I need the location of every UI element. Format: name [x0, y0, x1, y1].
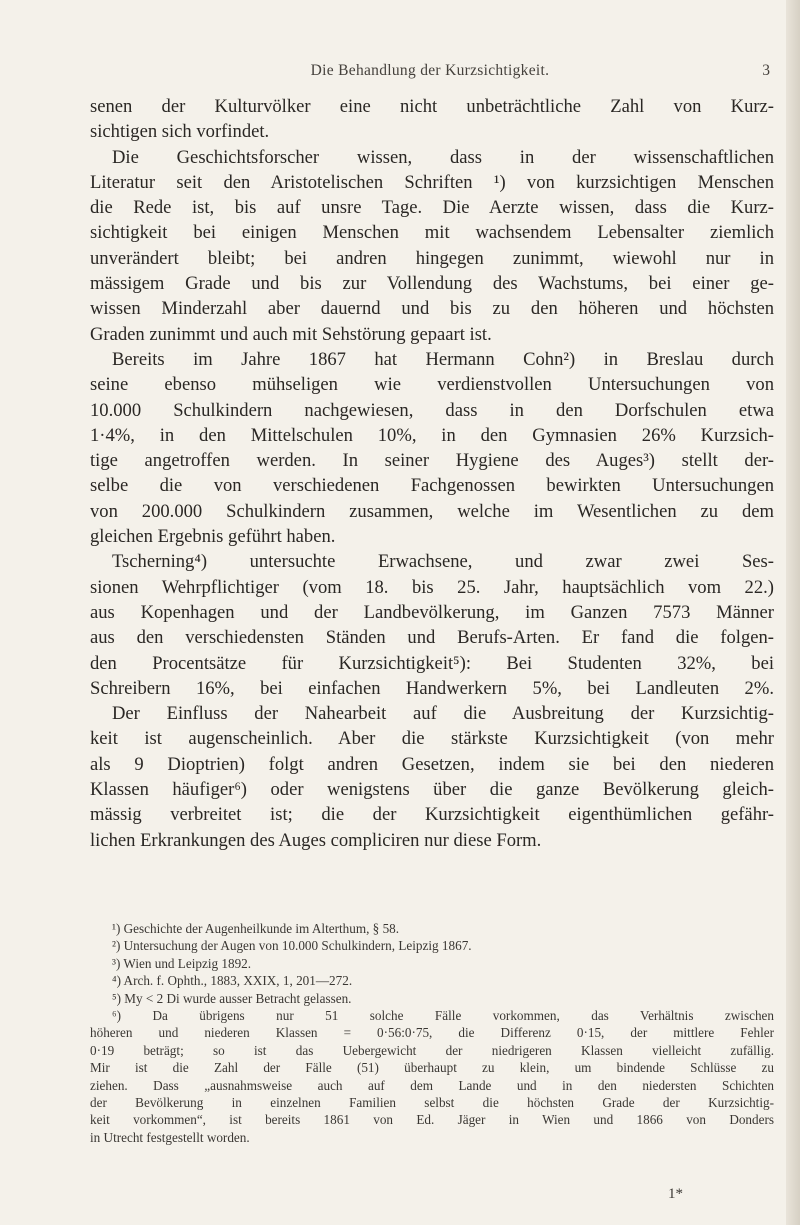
- text-line: sichtigen sich vorfindet.: [90, 121, 270, 143]
- footnote-line: ⁴) Arch. f. Ophth., 1883, XXIX, 1, 201—272.: [112, 973, 353, 989]
- running-title: Die Behandlung der Kurzsichtigkeit.: [310, 62, 550, 79]
- footnote-line: 0·19 beträgt; so ist das Uebergewicht der niedrigeren Klassen vielleicht zufällig.: [90, 1042, 774, 1058]
- footnote-line: ²) Untersuchung der Augen von 10.000 Schulkindern, Leipzig 1867.: [112, 938, 472, 954]
- text-line: seine ebenso mühseligen wie verdienstvollen Untersuchungen von: [90, 374, 774, 396]
- text-line: als 9 Dioptrien) folgt andren Gesetzen, indem sie bei den niederen: [90, 753, 774, 775]
- text-line: keit ist augenscheinlich. Aber die stärkste Kurzsichtigkeit (von mehr: [90, 728, 774, 750]
- page-edge-shadow: [786, 0, 800, 1225]
- text-line: mässig verbreitet ist; die der Kurzsichtigkeit eigenthümlichen gefähr-: [90, 804, 774, 826]
- text-line: sichtigkeit bei einigen Menschen mit wachsendem Lebensalter ziemlich: [90, 222, 774, 244]
- text-line: den Procentsätze für Kurzsichtigkeit⁵): Bei Studenten 32%, bei: [90, 652, 774, 674]
- footnote-line: der Bevölkerung in einzelnen Familien selbst die höchsten Grade der Kurzsichtig-: [90, 1094, 774, 1110]
- text-line: mässigem Grade und bis zur Vollendung des Wachstums, bei einer ge-: [90, 273, 774, 295]
- text-line: 10.000 Schulkindern nachgewiesen, dass in den Dorfschulen etwa: [90, 399, 774, 421]
- text-line: 1·4%, in den Mittelschulen 10%, in den Gymnasien 26% Kurzsich-: [90, 424, 774, 446]
- text-line: aus Kopenhagen und der Landbevölkerung, im Ganzen 7573 Männer: [90, 601, 774, 623]
- text-line: lichen Erkrankungen des Auges compliciren nur diese Form.: [90, 829, 542, 851]
- footnotes: [90, 920, 774, 1146]
- text-line: wissen Minderzahl aber dauernd und bis zu den höheren und höchsten: [90, 298, 774, 320]
- text-line: die Rede ist, bis auf unsre Tage. Die Aerzte wissen, dass die Kurz-: [90, 197, 774, 219]
- text-line: Die Geschichtsforscher wissen, dass in der wissenschaftlichen: [112, 146, 774, 168]
- text-line: Schreibern 16%, bei einfachen Handwerkern 5%, bei Landleuten 2%.: [90, 677, 774, 699]
- text-line: unverändert bleibt; bei andren hingegen zunimmt, wiewohl nur in: [90, 247, 774, 269]
- footnote-line: keit vorkommen“, ist bereits 1861 von Ed. Jäger in Wien und 1866 von Donders: [90, 1112, 774, 1128]
- text-line: sionen Wehrpflichtiger (vom 18. bis 25. Jahr, hauptsächlich vom 22.): [90, 576, 774, 598]
- running-head: [90, 62, 770, 86]
- body-text: [90, 94, 774, 853]
- text-line: Bereits im Jahre 1867 hat Hermann Cohn²) in Breslau durch: [112, 348, 774, 370]
- text-line: Graden zunimmt und auch mit Sehstörung gepaart ist.: [90, 323, 492, 345]
- footnote-line: in Utrecht festgestellt worden.: [90, 1129, 250, 1145]
- page-number: 3: [762, 62, 770, 79]
- text-line: Tscherning⁴) untersuchte Erwachsene, und zwar zwei Ses-: [112, 551, 774, 573]
- footnote-line: ziehen. Dass „ausnahmsweise auch auf dem Lande und in den niedersten Schichten: [90, 1077, 774, 1093]
- text-line: aus den verschiedensten Ständen und Berufs-Arten. Er fand die folgen-: [90, 627, 774, 649]
- signature-mark: 1*: [668, 1186, 683, 1202]
- text-line: selbe die von verschiedenen Fachgenossen bewirkten Untersuchungen: [90, 475, 774, 497]
- footnote-line: ¹) Geschichte der Augenheilkunde im Alterthum, § 58.: [112, 921, 400, 936]
- footnote-line: höheren und niederen Klassen = 0·56:0·75, die Differenz 0·15, der mittlere Fehler: [90, 1025, 774, 1041]
- text-line: tige angetroffen werden. In seiner Hygiene des Auges³) stellt der-: [90, 450, 774, 472]
- text-line: Klassen häufiger⁶) oder wenigstens über die ganze Bevölkerung gleich-: [90, 779, 774, 801]
- text-line: gleichen Ergebnis geführt haben.: [90, 526, 336, 548]
- footnote-line: ³) Wien und Leipzig 1892.: [112, 955, 252, 971]
- text-line: senen der Kulturvölker eine nicht unbeträchtliche Zahl von Kurz-: [90, 96, 774, 117]
- text-line: Der Einfluss der Nahearbeit auf die Ausbreitung der Kurzsichtig-: [112, 703, 774, 725]
- footnote-line: ⁶) Da übrigens nur 51 solche Fälle vorkommen, das Verhältnis zwischen: [112, 1007, 774, 1023]
- text-line: von 200.000 Schulkindern zusammen, welche im Wesentlichen zu dem: [90, 500, 774, 522]
- footnote-line: ⁵) My < 2 Di wurde ausser Betracht gelassen.: [112, 990, 352, 1006]
- text-line: Literatur seit den Aristotelischen Schriften ¹) von kurzsichtigen Menschen: [90, 171, 774, 193]
- footnote-line: Mir ist die Zahl der Fälle (51) überhaupt zu klein, um bindende Schlüsse zu: [90, 1060, 774, 1076]
